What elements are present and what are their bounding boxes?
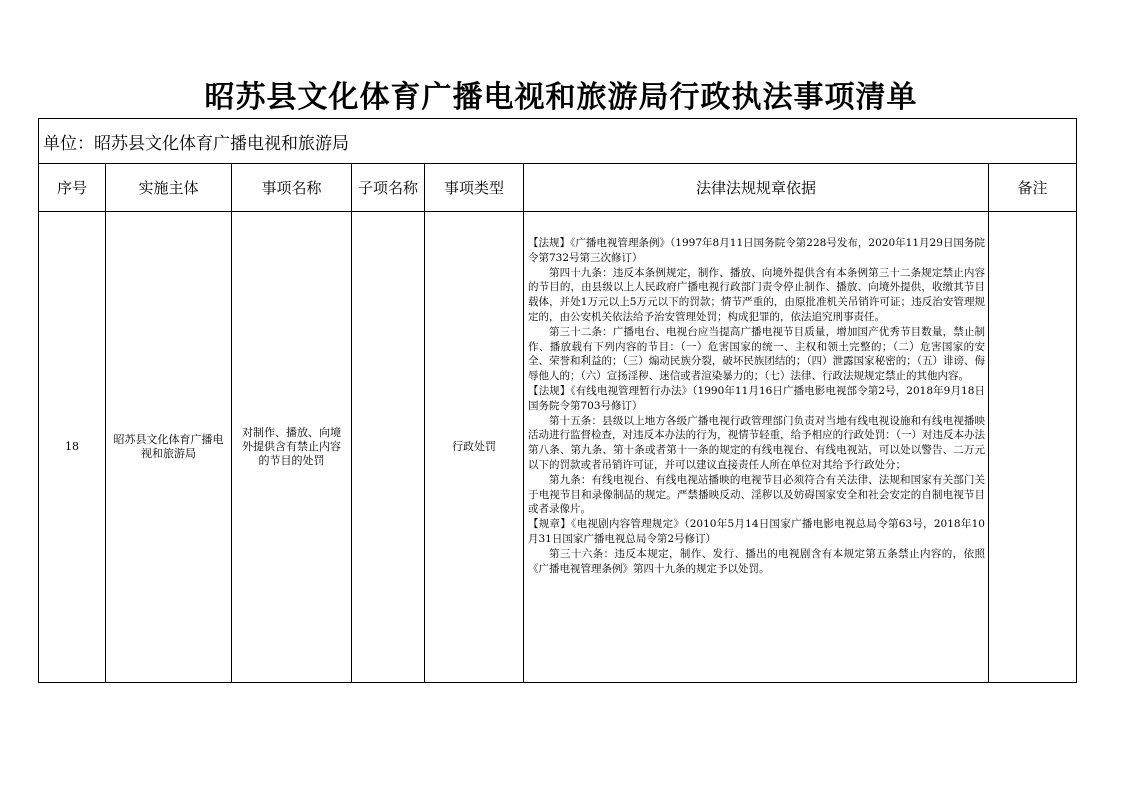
- header-type: 事项类型: [425, 164, 524, 212]
- cell-item: 对制作、播放、向境外提供含有禁止内容的节目的处罚: [232, 212, 352, 683]
- cell-remark: [989, 212, 1077, 683]
- basis-article: 第九条：有线电视台、有线电视站播映的电视节目必须符合有关法律、法规和国家有关部门关于电视节目和录像制品的规定。严禁播映反动、淫秽以及妨碍国家安全和社会安定的自制电视节目或者录像片。: [528, 473, 985, 516]
- header-item: 事项名称: [232, 164, 352, 212]
- header-basis: 法律法规规章依据: [524, 164, 989, 212]
- basis-article: 第四十九条：违反本条例规定，制作、播放、向境外提供含有本条例第三十二条规定禁止内容的节目的，由县级以上人民政府广播电视行政部门责令停止制作、播放、向境外提供，收缴其节目载体，并处1万元以上5万元以下的罚款；情节严重的，由原批准机关吊销许可证；违反治安管理规定的，由公安机关依法给予治安管理处罚；构成犯罪的，依法追究刑事责任。: [528, 266, 985, 323]
- page-title: 昭苏县文化体育广播电视和旅游局行政执法事项清单: [204, 80, 918, 115]
- table-header-row: [39, 164, 1077, 212]
- unit-label: 单位：昭苏县文化体育广播电视和旅游局: [39, 119, 1077, 164]
- cell-subitem: [352, 212, 425, 683]
- enforcement-table: [38, 118, 1077, 683]
- cell-subject: 昭苏县文化体育广播电视和旅游局: [106, 212, 232, 683]
- header-remark: 备注: [989, 164, 1077, 212]
- header-index: 序号: [39, 164, 106, 212]
- header-subject: 实施主体: [106, 164, 232, 212]
- basis-source-regulation: 【法规】《有线电视管理暂行办法》（1990年11月16日广播电影电视部令第2号，2018年9月18日国务院令第703号修订）: [528, 384, 985, 412]
- header-subitem: 子项名称: [352, 164, 425, 212]
- basis-article: 第三十二条：广播电台、电视台应当提高广播电视节目质量，增加国产优秀节目数量，禁止制作、播放载有下列内容的节目：（一）危害国家的统一、主权和领土完整的；（二）危害国家的安全、荣誉和利益的；（三）煽动民族分裂，破坏民族团结的；（四）泄露国家秘密的；（五）诽谤、侮辱他人的；（六）宣扬淫秽、迷信或者渲染暴力的；（七）法律、行政法规规定禁止的其他内容。: [528, 325, 985, 383]
- table-row: [39, 212, 1077, 683]
- cell-index: 18: [39, 212, 106, 683]
- cell-basis: [524, 212, 989, 683]
- basis-source-rule: 【规章】《电视剧内容管理规定》（2010年5月14日国家广播电影电视总局令第63号，2018年10月31日国家广播电视总局令第2号修订）: [528, 518, 985, 545]
- basis-source-regulation: 【法规】《广播电视管理条例》（1997年8月11日国务院令第228号发布，2020年11月29日国务院令第732号第三次修订）: [528, 237, 985, 264]
- basis-article: 第三十六条：违反本规定，制作、发行、播出的电视剧含有本规定第五条禁止内容的，依照《广播电视管理条例》第四十九条的规定予以处罚。: [528, 547, 985, 575]
- cell-type: 行政处罚: [425, 212, 524, 683]
- basis-article: 第十五条：县级以上地方各级广播电视行政管理部门负责对当地有线电视设施和有线电视播映活动进行监督检查，对违反本办法的行为，视情节轻重，给予相应的行政处罚：（一）对违反本办法第八条、第九条、第十条或者第十一条的规定的有线电视台、有线电视站，可以处以警告、二万元以下的罚款或者吊销许可证，并可以建议直接责任人所在单位对其给予行政处分；: [528, 414, 985, 471]
